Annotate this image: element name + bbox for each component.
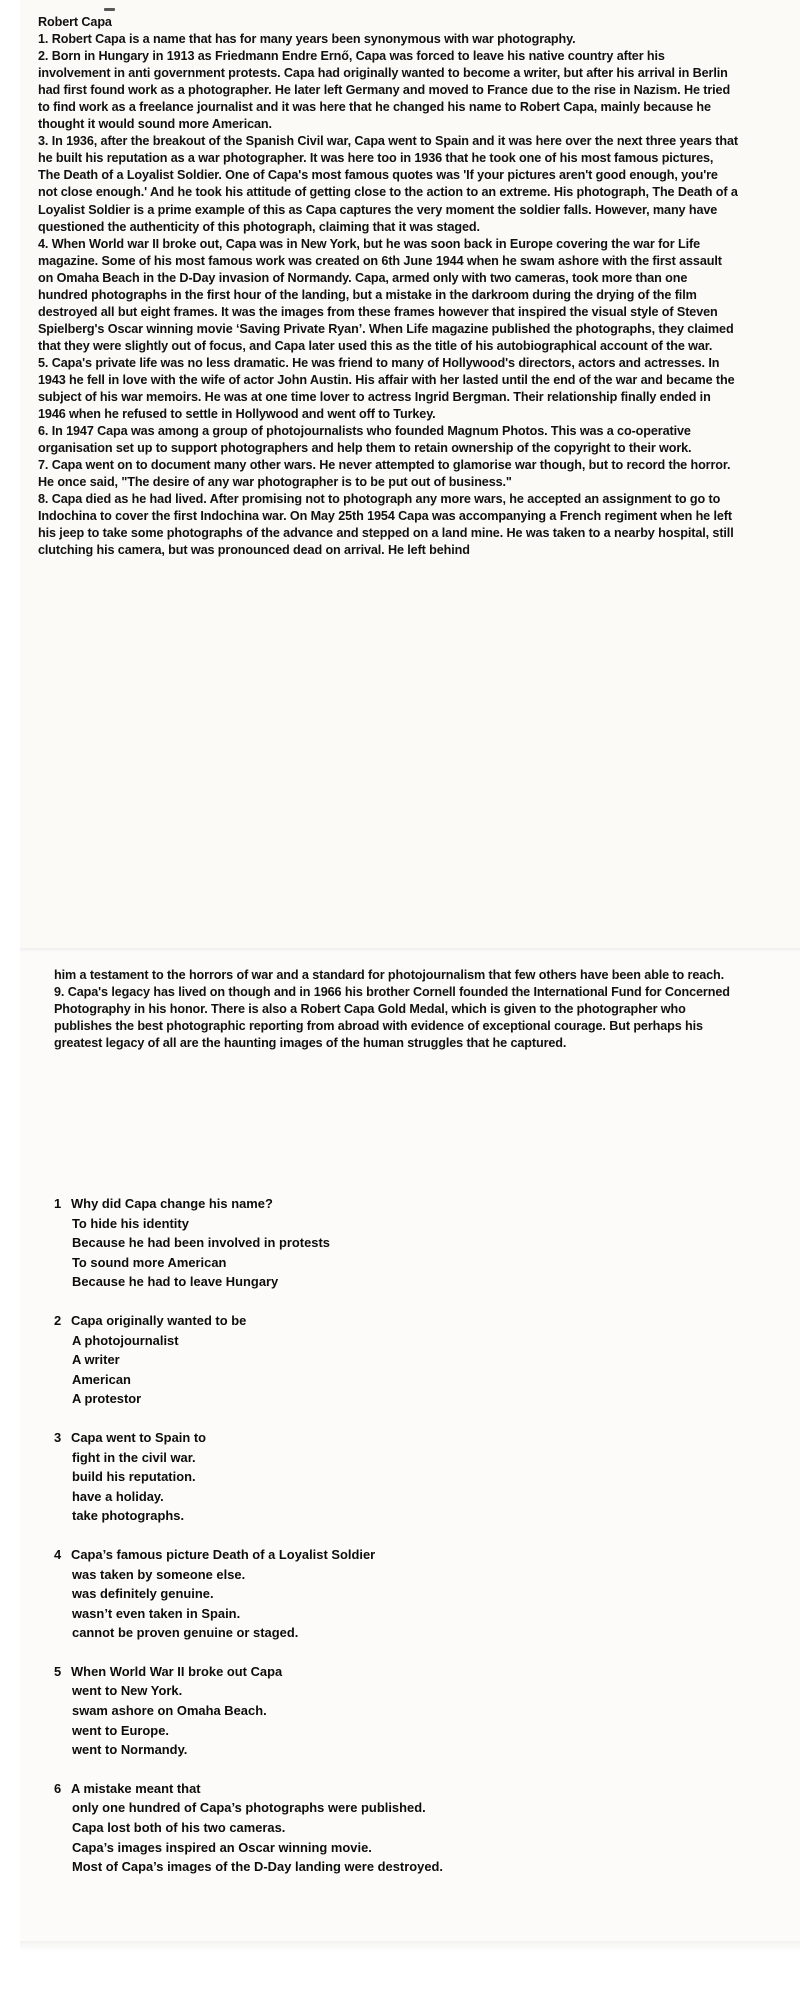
- article-paragraph-8-continued: him a testament to the horrors of war and a standard for photojournalism that few others have been able to reach.: [54, 967, 725, 982]
- quiz-question-4: [54, 1545, 674, 1643]
- page-bottom-edge: [20, 1941, 800, 1951]
- article-body-continued: [54, 966, 766, 1051]
- quiz-question-5-stem: [54, 1662, 674, 1682]
- quiz-question-6-stem: [54, 1779, 674, 1799]
- article-paragraph-2: 2. Born in Hungary in 1913 as Friedmann Endre Ernő, Capa was forced to leave his native country after his involvement in anti government protests. Capa had originally wanted to become a writer, but after his arrival in Berlin had first found work as a photographer. He later left Germany and moved to France due to the rise in Nazism. He tried to find work as a freelance journalist and it was here that he changed his name to Robert Capa, mainly because he thought it would sound more American.: [38, 48, 731, 132]
- article-body: [38, 13, 764, 559]
- quiz-question-5-number: 5: [54, 1663, 62, 1679]
- quiz-question-5-option-a[interactable]: went to New York.: [72, 1683, 183, 1699]
- quiz-question-2-option-d[interactable]: A protestor: [72, 1391, 142, 1407]
- quiz-question-4-option-c[interactable]: wasn’t even taken in Spain.: [72, 1605, 241, 1621]
- quiz-question-3-number: 3: [54, 1429, 62, 1445]
- quiz-question-2-number: 2: [54, 1312, 62, 1328]
- quiz-question-2-text: Capa originally wanted to be: [71, 1312, 247, 1328]
- quiz-question-2-option-b[interactable]: A writer: [72, 1352, 120, 1368]
- article-paragraph-9: 9. Capa's legacy has lived on though and in 1966 his brother Cornell founded the International Fund for Concerned Photography in his honor. There is also a Robert Capa Gold Medal, which is given to the photographer who publishes the best photographic reporting from abroad with evidence of exceptional courage. But perhaps his greatest legacy of all are the haunting images of the human struggles that he captured.: [54, 984, 730, 1051]
- quiz-question-1-option-a[interactable]: To hide his identity: [72, 1215, 189, 1231]
- article-paragraph-1: 1. Robert Capa is a name that has for many years been synonymous with war photography.: [38, 31, 576, 47]
- article-paragraph-7: 7. Capa went on to document many other wars. He never attempted to glamorise war though, but to record the horror. He once said, "The desire of any war photographer is to be put out of business.": [38, 457, 731, 490]
- quiz-question-2: [54, 1311, 674, 1409]
- quiz-question-6-text: A mistake meant that: [71, 1780, 201, 1796]
- article-paragraph-3: 3. In 1936, after the breakout of the Spanish Civil war, Capa went to Spain and it was here over the next three years that he built his reputation as a war photographer. It was here too in 1936 that he took one of his most famous pictures, The Death of a Loyalist Soldier. One of Capa's most famous quotes was 'If your pictures aren't good enough, you're not close enough.' And he took his attitude of getting close to the action to an extreme. His photograph, The Death of a Loyalist Soldier is a prime example of this as Capa captures the very moment the soldier falls. However, many have questioned the authenticity of this photograph, claiming that it was staged.: [38, 133, 738, 234]
- quiz-question-2-option-c[interactable]: American: [72, 1371, 131, 1387]
- quiz-question-6-option-a[interactable]: only one hundred of Capa’s photographs were published.: [72, 1800, 426, 1816]
- quiz-question-3: [54, 1428, 674, 1526]
- article-heading: Robert Capa: [38, 14, 112, 29]
- quiz-question-3-stem: [54, 1428, 674, 1448]
- quiz-question-3-option-d[interactable]: take photographs.: [72, 1508, 185, 1524]
- quiz-question-5-option-c[interactable]: went to Europe.: [72, 1722, 169, 1738]
- quiz-question-5-option-b[interactable]: swam ashore on Omaha Beach.: [72, 1703, 267, 1719]
- quiz-question-1-option-b[interactable]: Because he had been involved in protests: [72, 1235, 330, 1251]
- quiz-question-1-option-c[interactable]: To sound more American: [72, 1254, 227, 1270]
- quiz-question-5: [54, 1662, 674, 1760]
- scan-artifact-dash-icon: [104, 8, 115, 11]
- quiz-question-1-text: Why did Capa change his name?: [71, 1196, 273, 1211]
- quiz-question-4-option-a[interactable]: was taken by someone else.: [72, 1566, 246, 1582]
- quiz-question-6-option-c[interactable]: Capa’s images inspired an Oscar winning movie.: [72, 1839, 372, 1855]
- article-paragraph-5: 5. Capa's private life was no less dramatic. He was friend to many of Hollywood's directors, actors and actresses. In 1943 he fell in love with the wife of actor John Austin. His affair with her lasted until the end of the war and became the subject of his war memoirs. He was at one time lover to actress Ingrid Bergman. Their relationship finally ended in 1946 when he refused to settle in Hollywood and went off to Turkey.: [38, 354, 735, 422]
- quiz-question-5-text: When World War II broke out Capa: [71, 1663, 283, 1679]
- quiz-question-1: [54, 1194, 674, 1292]
- quiz-question-6-number: 6: [54, 1780, 62, 1796]
- article-paragraph-4: 4. When World war II broke out, Capa was in New York, but he was soon back in Europe covering the war for Life magazine. Some of his most famous work was created on 6th June 1944 when he swam ashore with the first assault on Omaha Beach in the D-Day invasion of Normandy. Capa, armed only with two cameras, took more than one hundred photographs in the first hour of the landing, but a mistake in the darkroom during the drying of the film destroyed all but eight frames. It was the images from these frames however that inspired the visual style of Steven Spielberg's Oscar winning movie ‘Saving Private Ryan’. When Life magazine published the photographs, they claimed that they were slightly out of focus, and Capa later used this as the title of his autobiographical account of the war.: [38, 235, 734, 353]
- quiz-question-4-option-d[interactable]: cannot be proven genuine or staged.: [72, 1625, 299, 1641]
- quiz-question-4-text: Capa’s famous picture Death of a Loyalist Soldier: [71, 1546, 376, 1562]
- quiz-question-2-stem: [54, 1311, 674, 1331]
- quiz-question-3-text: Capa went to Spain to: [71, 1429, 207, 1445]
- quiz-question-3-option-a[interactable]: fight in the civil war.: [72, 1449, 196, 1465]
- quiz-question-6: [54, 1779, 674, 1877]
- quiz-question-1-option-d[interactable]: Because he had to leave Hungary: [72, 1274, 279, 1290]
- quiz-question-3-option-c[interactable]: have a holiday.: [72, 1488, 164, 1504]
- quiz-question-6-option-b[interactable]: Capa lost both of his two cameras.: [72, 1820, 286, 1836]
- quiz-question-1-stem: [54, 1194, 674, 1214]
- quiz-question-4-option-b[interactable]: was definitely genuine.: [72, 1586, 214, 1602]
- quiz-question-5-option-d[interactable]: went to Normandy.: [72, 1742, 188, 1758]
- quiz-question-1-number: 1: [54, 1196, 62, 1211]
- article-paragraph-6: 6. In 1947 Capa was among a group of photojournalists who founded Magnum Photos. This was a co-operative organisation set up to support photographers and help them to retain ownership of the copyright to their work.: [38, 423, 692, 456]
- comprehension-quiz: [54, 1194, 674, 1877]
- quiz-question-3-option-b[interactable]: build his reputation.: [72, 1469, 196, 1485]
- quiz-question-2-option-a[interactable]: A photojournalist: [72, 1332, 179, 1348]
- quiz-question-4-number: 4: [54, 1546, 62, 1562]
- quiz-question-4-stem: [54, 1545, 674, 1565]
- article-paragraph-8: 8. Capa died as he had lived. After promising not to photograph any more wars, he accepted an assignment to go to Indochina to cover the first Indochina war. On May 25th 1954 Capa was accompanying a French regiment when he left his jeep to take some photographs of the advance and stepped on a land mine. He was taken to a nearby hospital, still clutching his camera, but was pronounced dead on arrival. He left behind: [38, 491, 734, 558]
- quiz-question-6-option-d[interactable]: Most of Capa’s images of the D-Day landing were destroyed.: [72, 1859, 444, 1875]
